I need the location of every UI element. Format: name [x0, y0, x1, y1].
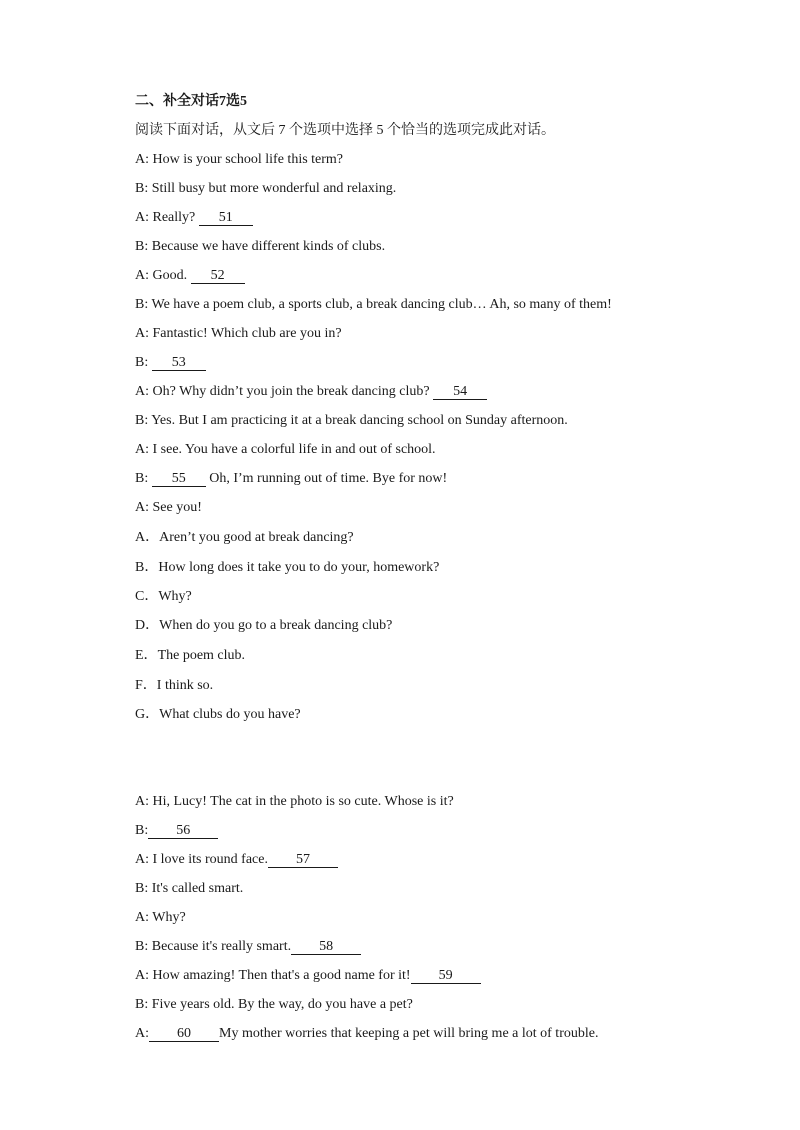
- dialogue2-line: [135, 793, 454, 811]
- option-item: [135, 529, 354, 547]
- option-item: [135, 647, 245, 665]
- dialogue1-line: [135, 151, 343, 169]
- line-text: B: It's called smart.: [135, 881, 244, 896]
- line-text: A: Oh? Why didn’t you join the break dancing club?: [135, 384, 434, 399]
- dialogue1-line: [135, 499, 202, 517]
- dialogue1-line: [135, 441, 436, 459]
- line-text: A: Really?: [135, 210, 199, 225]
- dialogue2-line: [135, 880, 243, 898]
- option-item: [135, 588, 192, 606]
- line-text: B: Yes. But I am practicing it at a break dancing school on Sunday afternoon.: [135, 413, 568, 428]
- dialogue2-line: [135, 938, 361, 956]
- option-letter: B．: [135, 560, 159, 575]
- line-text: B: Five years old. By the way, do you have a pet?: [135, 997, 413, 1012]
- dialogue1-line: [135, 354, 206, 372]
- dialogue2-line: [135, 822, 218, 840]
- option-letter: E．: [135, 648, 158, 663]
- line-text: B:: [135, 355, 152, 370]
- answer-blank-54[interactable]: 54: [433, 384, 487, 400]
- section-title: 二、补全对话7选5: [135, 94, 247, 109]
- option-text: How long does it take you to do your, homework?: [158, 560, 440, 575]
- answer-blank-55[interactable]: 55: [152, 471, 206, 487]
- answer-blank-53[interactable]: 53: [152, 355, 206, 371]
- option-letter: C．: [135, 589, 159, 604]
- line-text: B:: [135, 823, 149, 838]
- line-text-after: Oh, I’m running out of time. Bye for now!: [205, 471, 448, 486]
- answer-blank-52[interactable]: 52: [191, 268, 245, 284]
- answer-blank-58[interactable]: 58: [291, 939, 361, 955]
- option-item: [135, 706, 301, 724]
- option-text: I think so.: [156, 678, 214, 693]
- line-text: A: Fantastic! Which club are you in?: [135, 326, 342, 341]
- option-item: [135, 677, 213, 695]
- answer-blank-51[interactable]: 51: [199, 210, 253, 226]
- line-text: B: We have a poem club, a sports club, a break dancing club… Ah, so many of them!: [135, 297, 612, 312]
- line-text: B: Still busy but more wonderful and relaxing.: [135, 181, 397, 196]
- dialogue2-line: [135, 967, 481, 985]
- dialogue1-line: [135, 180, 396, 198]
- line-text: A:: [135, 1026, 149, 1041]
- option-text: What clubs do you have?: [159, 707, 301, 722]
- line-text: A: Why?: [135, 910, 186, 925]
- line-text: A: Good.: [135, 268, 191, 283]
- dialogue1-line: [135, 325, 342, 343]
- line-text: B:: [135, 471, 152, 486]
- line-text: A: Hi, Lucy! The cat in the photo is so cute. Whose is it?: [135, 794, 454, 809]
- option-letter: D．: [135, 618, 160, 633]
- line-text: B: Because it's really smart.: [135, 939, 292, 954]
- line-text: A: How is your school life this term?: [135, 152, 344, 167]
- dialogue1-line: [135, 412, 568, 430]
- option-text: Aren’t you good at break dancing?: [159, 530, 354, 545]
- answer-blank-59[interactable]: 59: [411, 968, 481, 984]
- option-text: When do you go to a break dancing club?: [159, 618, 393, 633]
- answer-blank-56[interactable]: 56: [148, 823, 218, 839]
- dialogue2-line: [135, 851, 338, 869]
- line-text: A: How amazing! Then that's a good name for it!: [135, 968, 411, 983]
- line-text: A: See you!: [135, 500, 202, 515]
- option-letter: G．: [135, 707, 160, 722]
- option-letter: F．: [135, 678, 157, 693]
- dialogue1-line: [135, 238, 385, 256]
- dialogue1-line: [135, 470, 447, 488]
- option-letter: A．: [135, 530, 160, 545]
- answer-blank-60[interactable]: 60: [149, 1026, 219, 1042]
- dialogue2-line: [135, 1025, 598, 1043]
- dialogue1-line: [135, 267, 245, 285]
- option-text: The poem club.: [157, 648, 246, 663]
- line-text: B: Because we have different kinds of clubs.: [135, 239, 386, 254]
- option-item: [135, 559, 439, 577]
- dialogue1-line: [135, 296, 612, 314]
- dialogue1-line: [135, 209, 253, 227]
- answer-blank-57[interactable]: 57: [268, 852, 338, 868]
- option-text: Why?: [158, 589, 192, 604]
- line-text: A: I love its round face.: [135, 852, 268, 867]
- dialogue2-line: [135, 909, 186, 927]
- section-instruction: 阅读下面对话，从文后 7 个选项中选择 5 个恰当的选项完成此对话。: [135, 123, 555, 138]
- line-text-after: My mother worries that keeping a pet will bring me a lot of trouble.: [219, 1026, 599, 1041]
- dialogue2-line: [135, 996, 413, 1014]
- line-text: A: I see. You have a colorful life in and out of school.: [135, 442, 436, 457]
- option-item: [135, 617, 392, 635]
- dialogue1-line: [135, 383, 487, 401]
